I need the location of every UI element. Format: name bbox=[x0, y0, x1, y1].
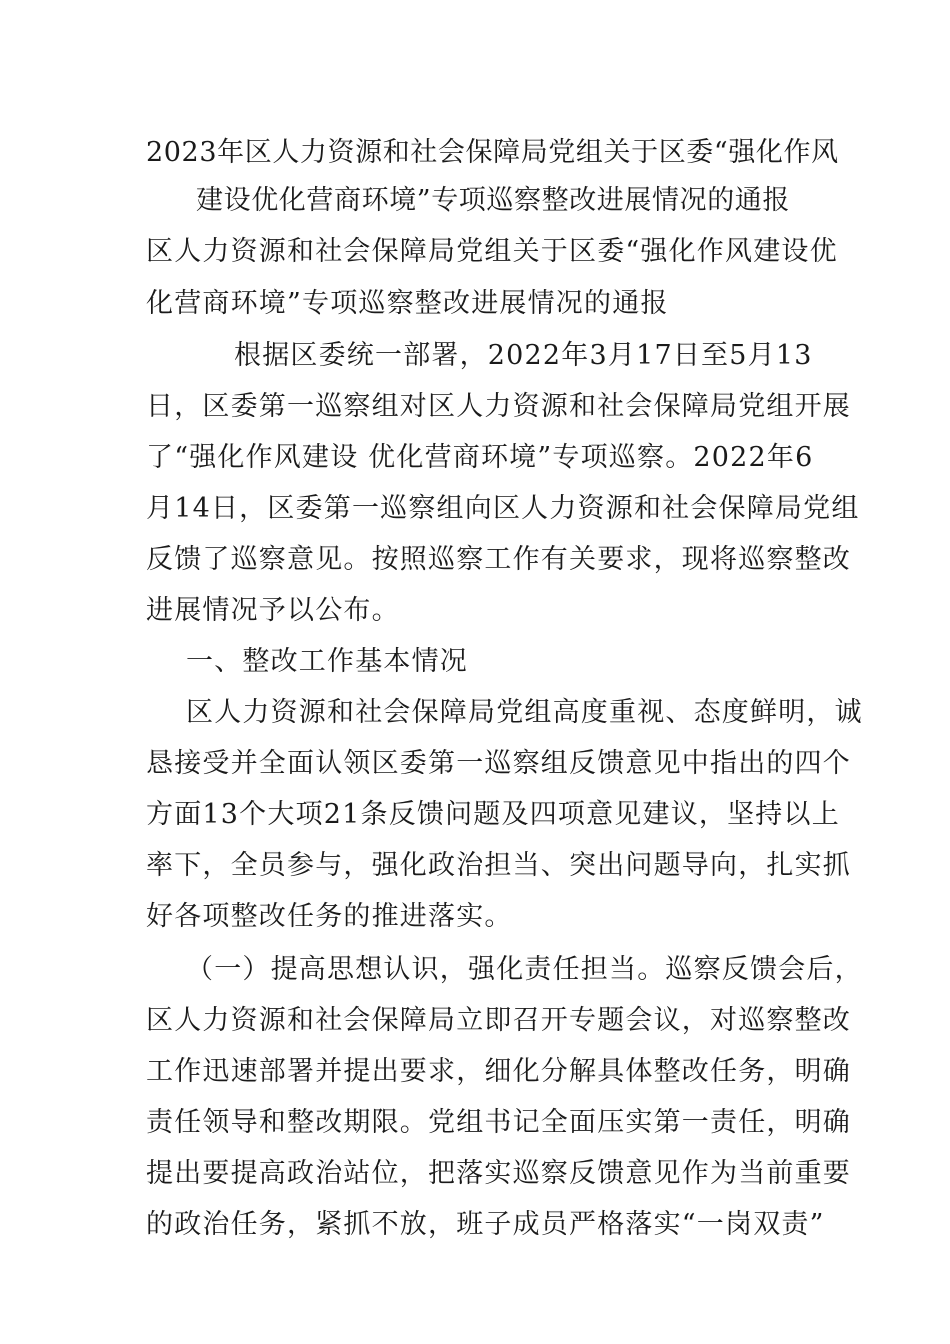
section1-line-3: 方面13个大项21条反馈问题及四项意见建议，坚持以上 bbox=[146, 799, 840, 830]
intro-line-5: 反馈了巡察意见。按照巡察工作有关要求，现将巡察整改 bbox=[146, 544, 851, 575]
subsection1-line-1: （一）提高思想认识，强化责任担当。巡察反馈会后， bbox=[186, 954, 863, 985]
subsection1-line-6: 的政治任务，紧抓不放，班子成员严格落实“一岗双责” bbox=[146, 1209, 825, 1240]
intro-line-1: 根据区委统一部署，2022年3月17日至5月13 bbox=[234, 340, 813, 371]
section1-line-4: 率下，全员参与，强化政治担当、突出问题导向，扎实抓 bbox=[146, 850, 851, 881]
intro-line-4: 月14日，区委第一巡察组向区人力资源和社会保障局党组 bbox=[146, 493, 860, 524]
intro-line-2: 日，区委第一巡察组对区人力资源和社会保障局党组开展 bbox=[146, 391, 851, 422]
subsection1-line-4: 责任领导和整改期限。党组书记全面压实第一责任，明确 bbox=[146, 1107, 851, 1138]
title-line-1: 2023年区人力资源和社会保障局党组关于区委“强化作风 bbox=[146, 137, 839, 168]
subtitle-line-2: 化营商环境”专项巡察整改进展情况的通报 bbox=[146, 288, 669, 319]
section1-line-2: 恳接受并全面认领区委第一巡察组反馈意见中指出的四个 bbox=[146, 748, 851, 779]
section-heading: 一、整改工作基本情况 bbox=[186, 646, 468, 677]
section1-line-1: 区人力资源和社会保障局党组高度重视、态度鲜明，诚 bbox=[186, 697, 863, 728]
intro-line-3: 了“强化作风建设 优化营商环境”专项巡察。2022年6 bbox=[146, 442, 814, 473]
subsection1-line-5: 提出要提高政治站位，把落实巡察反馈意见作为当前重要 bbox=[146, 1158, 851, 1189]
subsection1-line-3: 工作迅速部署并提出要求，细化分解具体整改任务，明确 bbox=[146, 1056, 851, 1087]
subtitle-line-1: 区人力资源和社会保障局党组关于区委“强化作风建设优 bbox=[146, 236, 838, 267]
intro-line-6: 进展情况予以公布。 bbox=[146, 595, 400, 626]
section1-line-5: 好各项整改任务的推进落实。 bbox=[146, 901, 513, 932]
title-line-2: 建设优化营商环境”专项巡察整改进展情况的通报 bbox=[196, 185, 791, 216]
subsection1-line-2: 区人力资源和社会保障局立即召开专题会议，对巡察整改 bbox=[146, 1005, 851, 1036]
